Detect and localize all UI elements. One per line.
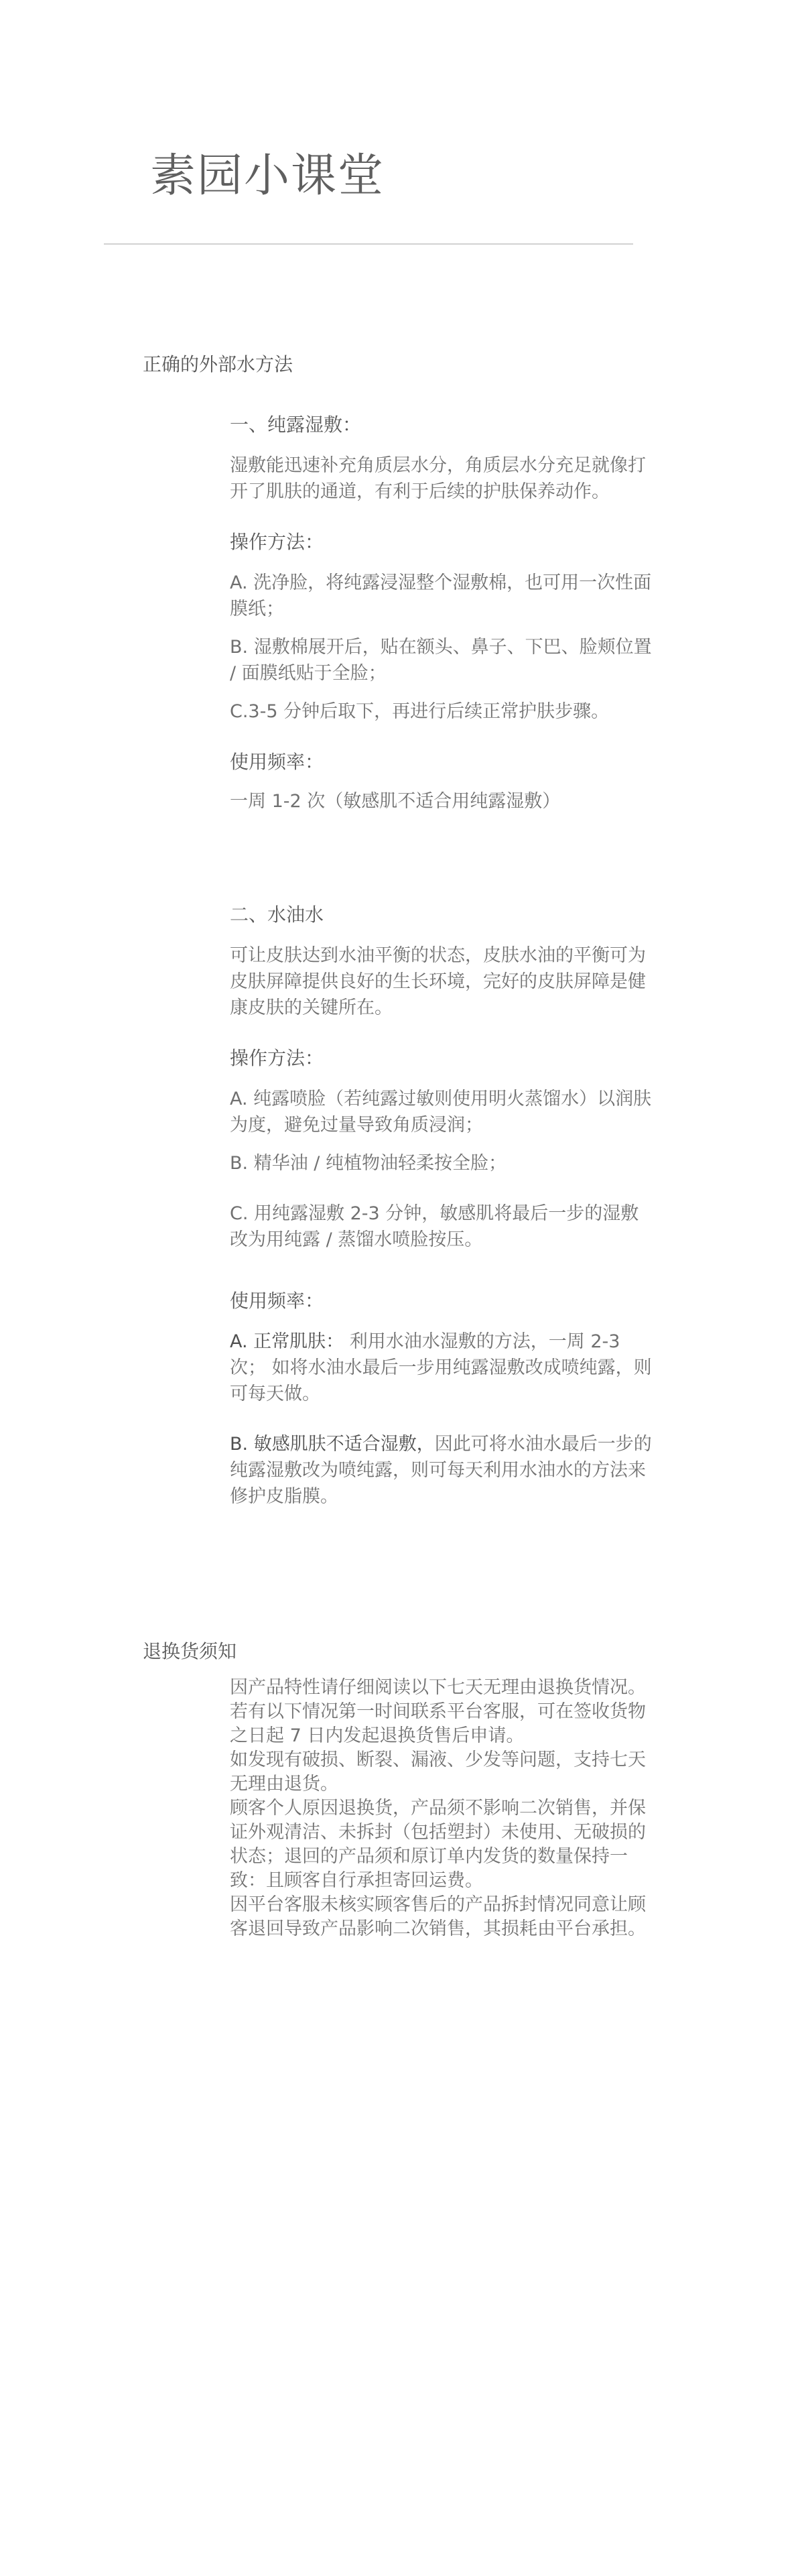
part2-title: 二、水油水 <box>230 904 324 926</box>
part2-step-a: A. 纯露喷脸（若纯露过敏则使用明火蒸馏水）以润肤为度，避免过量导致角质浸润； <box>230 1089 652 1136</box>
part2-freq-a <box>230 1329 652 1407</box>
part2-freq-b-text: 因此可将水油水最后一步的纯露湿敷改为喷纯露，则可每天利用水油水的方法来修护皮脂膜。 <box>230 1434 652 1507</box>
part2-method-label: 操作方法： <box>230 1047 324 1069</box>
part2-freq-b-lead: B. 敏感肌肤不适合湿敷， <box>230 1434 435 1455</box>
part2-freq-a-lead: A. 正常肌肤： <box>230 1331 344 1352</box>
part1-step-c: C.3-5 分钟后取下，再进行后续正常护肤步骤。 <box>230 701 610 722</box>
returns-paragraph: 因产品特性请仔细阅读以下七天无理由退换货情况。若有以下情况第一时间联系平台客服，可在签收货物之日起 7 日内发起退换货售后申请。 <box>230 1677 646 1746</box>
section-title-returns: 退换货须知 <box>143 1640 237 1662</box>
part2-freq-a-text: 利用水油水湿敷的方法，一周 2-3 次； 如将水油水最后一步用纯露湿敷改成喷纯露，则可每天做。 <box>230 1331 652 1404</box>
part2-intro: 可让皮肤达到水油平衡的状态，皮肤水油的平衡可为皮肤屏障提供良好的生长环境，完好的皮肤屏障是健康皮肤的关键所在。 <box>230 945 646 1018</box>
part2-step-b: B. 精华油 / 纯植物油轻柔按全脸； <box>230 1153 507 1174</box>
part1-freq-text: 一周 1-2 次（敏感肌不适合用纯露湿敷） <box>230 791 561 812</box>
part1-method-label: 操作方法： <box>230 531 324 553</box>
part2-step-c: C. 用纯露湿敷 2-3 分钟，敏感肌将最后一步的湿敷改为用纯露 / 蒸馏水喷脸按压。 <box>230 1203 639 1250</box>
title-divider <box>104 243 633 245</box>
returns-paragraph: 如发现有破损、断裂、漏液、少发等问题，支持七天无理由退货。 <box>230 1750 646 1794</box>
returns-paragraph: 顾客个人原因退换货，产品须不影响二次销售，并保证外观清洁、未拆封（包括塑封）未使用、无破损的状态；退回的产品须和原订单内发货的数量保持一致：且顾客自行承担寄回运费。 <box>230 1798 646 1891</box>
part2-freq-label: 使用频率： <box>230 1290 324 1312</box>
part1-block <box>230 412 652 814</box>
part2-block <box>230 902 652 1510</box>
part1-title: 一、纯露湿敷： <box>230 414 362 436</box>
page-title: 素园小课堂 <box>150 149 385 202</box>
part1-step-a: A. 洗净脸，将纯露浸湿整个湿敷棉，也可用一次性面膜纸； <box>230 572 652 619</box>
returns-paragraph: 因平台客服未核实顾客售后的产品拆封情况同意让顾客退回导致产品影响二次销售，其损耗由平台承担。 <box>230 1894 646 1939</box>
section-title-water-method: 正确的外部水方法 <box>143 353 293 375</box>
part2-freq-b <box>230 1431 652 1510</box>
returns-block <box>230 1676 652 1941</box>
part1-freq-label: 使用频率： <box>230 751 324 773</box>
part1-step-b: B. 湿敷棉展开后，贴在额头、鼻子、下巴、脸颊位置 / 面膜纸贴于全脸； <box>230 637 652 684</box>
part1-intro: 湿敷能迅速补充角质层水分，角质层水分充足就像打开了肌肤的通道，有利于后续的护肤保养动作。 <box>230 455 646 502</box>
